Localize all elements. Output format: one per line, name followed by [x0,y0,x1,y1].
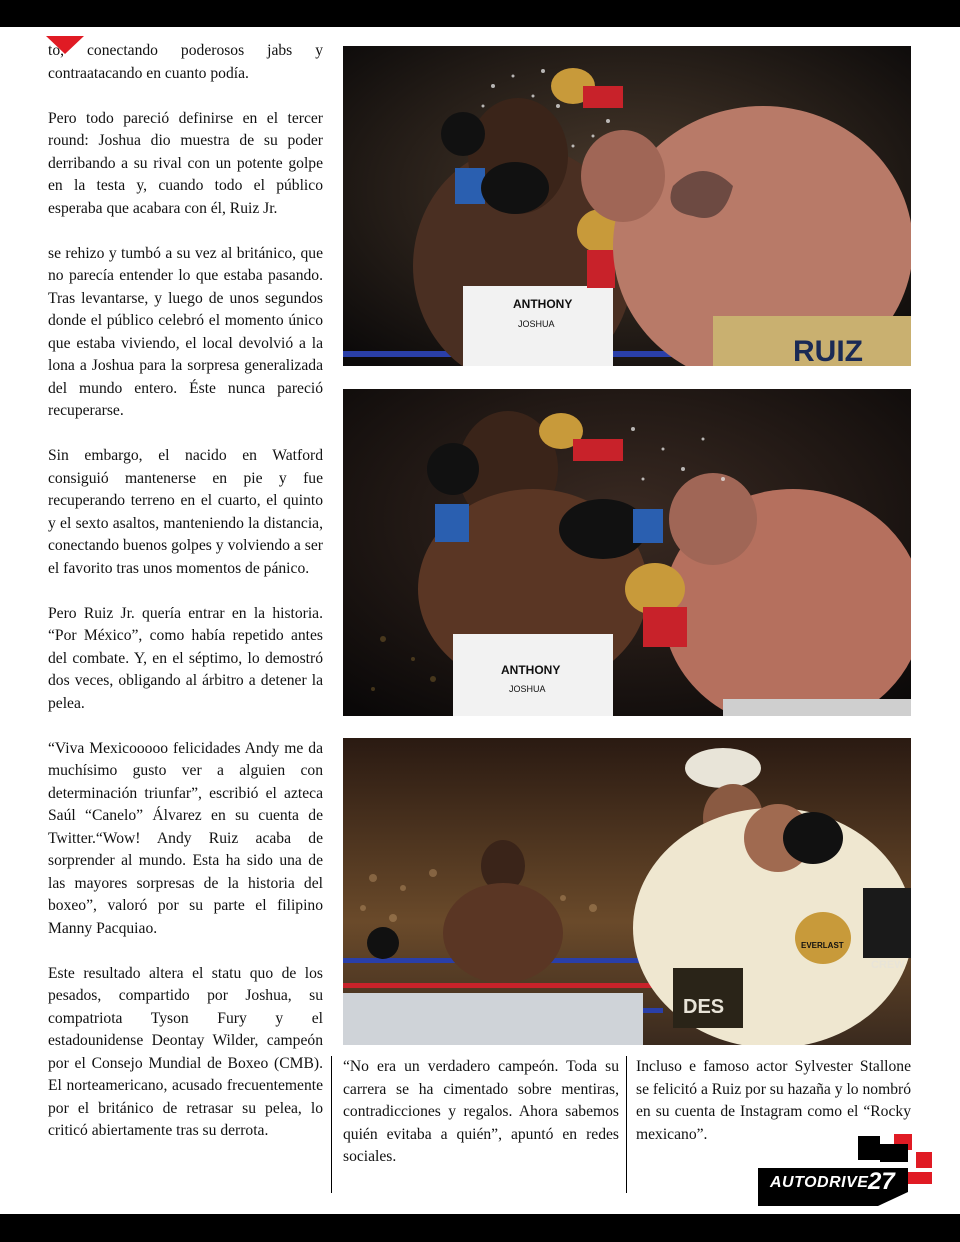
paragraph: se rehizo y tumbó a su vez al británico, que no parecía entender lo que estaba pasando. Tras levantarse, y luego de unos segundos donde el público celebró el momento único que estaba viviendo, el local devolvió a la lona a Joshua para la sorpresa generalizada del mundo entero. Éste nunca pareció recuperarse. [48,244,323,419]
paragraph: Incluso e famoso actor Sylvester Stallone se felicitó a Ruiz por su hazaña y lo nombró en su cuenta de Instagram como el “Rocky mexicano”. [636,1058,911,1143]
trunks-sublabel: JOSHUA [509,684,546,694]
article-column-middle [343,1056,619,1169]
paragraph: Este resultado altera el statu quo de los pesados, compartido por Joshua, su compatriota Tyson Fury y el estadounidense Deontay Wilder, campeón por el Consejo Mundial de Boxeo (CMB). El norteamericano, acusado frecuentemente por el británico de retrasar su pelea, lo criticó abiertamente tras su derrota. [48,964,323,1139]
paragraph: “No era un verdadero campeón. Toda su carrera se ha cimentado sobre mentiras, contradicciones y regalos. Ahora sabemos quién evitaba a quién”, apuntó en redes sociales. [343,1058,619,1165]
crew-label: CREW [871,959,905,971]
glove-label: EVERLAST [801,941,844,950]
bottom-black-bar [0,1214,960,1242]
logo-text: AUTODRIVE [770,1174,869,1191]
photo-boxing-punch-2 [343,389,911,716]
trunks-sublabel: JOSHUA [518,319,555,329]
trunks-label: ANTHONY [513,297,573,311]
article-column-right [636,1056,911,1146]
paragraph: Pero todo pareció definirse en el tercer round: Joshua dio muestra de su poder derribando a su rival con un potente golpe en la testa y, cuando todo el público esperaba que acabara con él, Ruiz Jr. [48,109,323,217]
page-number: 27 [868,1168,895,1195]
column-divider [626,1056,627,1193]
article-column-left [48,40,323,1165]
column-divider [331,1056,332,1193]
photo-celebration [343,738,911,1045]
photo-boxing-punch-1 [343,46,911,366]
trunks-label: ANTHONY [501,663,561,677]
top-black-bar [0,0,960,27]
autodrive-logo [758,1134,934,1208]
shirt-label: DES [683,996,725,1018]
paragraph: “Viva Mexicooooo felicidades Andy me da muchísimo gusto ver a alguien con determinación triunfar”, escribió el azteca Saúl “Canelo” Álvarez en su cuenta de Twitter.“Wow! Andy Ruiz acaba de sorprender al mundo. Esta ha sido una de las mayores sorpresas de la historia del boxeo”, valoró por su parte el filipino Manny Pacquiao. [48,739,323,937]
trunks-label: RUIZ [793,335,863,366]
paragraph: to, conectando poderosos jabs y contraatacando en cuanto podía. [48,42,323,82]
paragraph: Sin embargo, el nacido en Watford consiguió mantenerse en pie y fue recuperando terreno en el cuarto, el quinto y el sexto asaltos, manteniendo la distancia, conectando buenos golpes y volviendo a ser el favorito tras unos momentos de pánico. [48,447,323,577]
paragraph: Pero Ruiz Jr. quería entrar en la historia. “Por México”, como había repetido antes del combate. Y, en el séptimo, lo demostró dos veces, obligando al árbitro a detener la pelea. [48,604,323,712]
